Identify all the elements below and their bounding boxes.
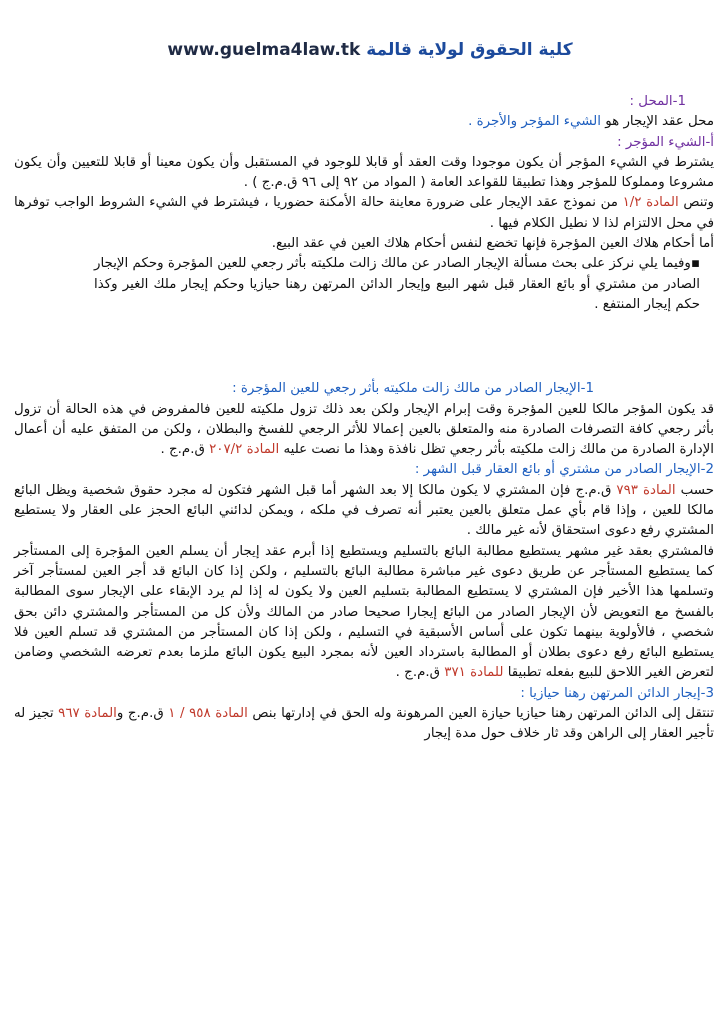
paragraph-text: حسب xyxy=(675,482,714,498)
paragraph-text: قد يكون المؤجر مالكا للعين المؤجرة وقت إبرام الإيجار ولكن بعد ذلك تزول ملكيته للعين فالمفروض في هذه الحالة أن تزول بأثر رجعي كافة التصرفات الصادرة منه والمتعلق بالعين إعمالا للأثر الرجعي للفسخ والبطلان ، ولكن من المتفق عليه أن أعمال الإدارة الصادرة من مالك زالت ملكيته بأثر رجعي تظل نافذة وهذا ما نصت عليه xyxy=(14,401,714,458)
paragraph-text: تنتقل إلى الدائن المرتهن رهنا حيازيا حيازة العين المرهونة وله الحق في إدارتها بنص xyxy=(247,706,715,722)
article-reference: المادة ٢٠٧/٢ xyxy=(209,442,280,458)
article-reference: المادة ٧٩٣ xyxy=(616,482,676,498)
highlighted-term: الشيء المؤجر والأجرة . xyxy=(468,114,601,130)
paragraph-leased-thing-conditions: يشترط في الشيء المؤجر أن يكون موجودا وقت العقد أو قابلا للوجود في المستقبل وأن يكون معينا أو قابلا للتعيين وأن يكون مشروعا ومملوكا للمؤجر وهذا تطبيقا للقواعد العامة ( المواد من ٩٢ إلى ٩٦ ق.م.ج ) . xyxy=(14,154,714,191)
paragraph-text: فالمشتري بعقد غير مشهر يستطيع مطالبة البائع بالتسليم ويستطيع إذا أبرم عقد إيجار أن يسلم العين المؤجرة إلى المستأجر كما يستطيع المستأجر عن طريق دعوى غير مباشرة مطالبة البائع بالتسليم ، ولكن إذا كان البائع قد أجر العين لمستأجر آخر وتسلمها هذا الأخير فإن المشتري لا يستطيع المطالبة بتسليم العين ولا يكون له إذا لم يرد الإبقاء على الإيجار سوى المطالبة بالفسخ مع التعويض لأن الإيجار الصادر من البائع إيجارا صحيحا صادر من المالك ولأن كل من المستأجر والمشتري دائن بحق شخصي ، فالأولوية بينهما تكون على أساس الأسبقية في التسليم ، ولكن إذا كان المستأجر من المشتري قد تسلم العين فلا يستطيع البائع رفع دعوى بطلان أو المطالبة باسترداد العين لأنه بمجرد البيع يكون البائع ملزما بعدم تعرضه الشخصي وضامن لتعرض الغير اللاحق للبيع بفعله تطبيقا xyxy=(14,543,714,681)
article-reference: المادة ١/٢ xyxy=(622,195,679,211)
heading-leased-thing: أ-الشيء المؤجر : xyxy=(617,134,714,150)
paragraph-text: وتنص xyxy=(678,195,714,211)
heading-pledge-creditor: 3-إيجار الدائن المرتهن رهنا حيازيا : xyxy=(520,685,714,701)
paragraph-text: تجيز له تأجير العقار إلى الراهن وقد ثار خلاف حول مدة إيجار xyxy=(14,706,714,742)
document-body xyxy=(14,92,714,745)
page-header xyxy=(150,40,590,60)
paragraph-text: ق.م.ج . xyxy=(160,442,210,458)
article-reference: المادة ٩٥٨ / ١ xyxy=(168,706,248,722)
header-name: كلية الحقوق لولاية قالمة xyxy=(366,40,573,60)
paragraph-pledge-creditor xyxy=(14,704,714,745)
paragraph-text: محل عقد الإيجار هو xyxy=(600,114,714,130)
paragraph-text: من نموذج عقد الإيجار على ضرورة معاينة حالة الأمكنة حضوريا ، فيشترط في الشيء الشروط الواجب توفرها في محل الالتزام لذا لا نطيل الكلام فيها . xyxy=(14,195,714,231)
paragraph-text: ق.م.ج و xyxy=(116,706,169,722)
heading-retroactive-owner: 1-الإيجار الصادر من مالك زالت ملكيته بأثر رجعي للعين المؤجرة : xyxy=(232,381,594,397)
paragraph-article-reference xyxy=(14,193,714,234)
paragraph-unregistered-buyer xyxy=(14,542,714,684)
article-reference: للمادة ٣٧١ xyxy=(444,665,504,681)
paragraph-text: ق.م.ج . xyxy=(395,665,445,681)
paragraph-destruction-rules: أما أحكام هلاك العين المؤجرة فإنها تخضع لنفس أحكام هلاك العين في عقد البيع. xyxy=(271,236,714,252)
paragraph-buyer-seller xyxy=(14,481,714,542)
spacer xyxy=(14,315,714,379)
paragraph-subject-definition xyxy=(14,112,714,132)
heading-buyer-seller: 2-الإيجار الصادر من مشتري أو بائع العقار قبل الشهر : xyxy=(414,462,714,478)
heading-subject: 1-المحل : xyxy=(629,94,686,109)
article-reference: المادة ٩٦٧ xyxy=(58,706,117,722)
header-site[interactable]: www.guelma4law.tk xyxy=(167,40,361,60)
paragraph-text: ق.م.ج فإن المشتري لا يكون مالكا إلا بعد الشهر أما قبل الشهر فتكون له مجرد حقوق شخصية ويظل البائع مالكا للعين ، وإذا قام بأي عمل متعلق بالعين يعتبر أنه تصرف في ملكه ، ويمكن لدائني البائع الحجز على العقار ولا يستطيع المشتري رفع دعوى استحقاق لأنه غير مالك . xyxy=(14,482,714,539)
paragraph-bullet-overview: ▪وفيما يلي نركز على بحث مسألة الإيجار الصادر عن مالك زالت ملكيته بأثر رجعي للعين المؤجرة وحكم الإيجار الصادر من مشتري أو بائع العقار قبل شهر البيع وإيجار الدائن المرتهن رهنا حيازيا وحكم إيجار ملك الغير وكذا حكم إيجار المنتفع . xyxy=(94,256,700,312)
paragraph-retroactive-owner xyxy=(14,400,714,461)
